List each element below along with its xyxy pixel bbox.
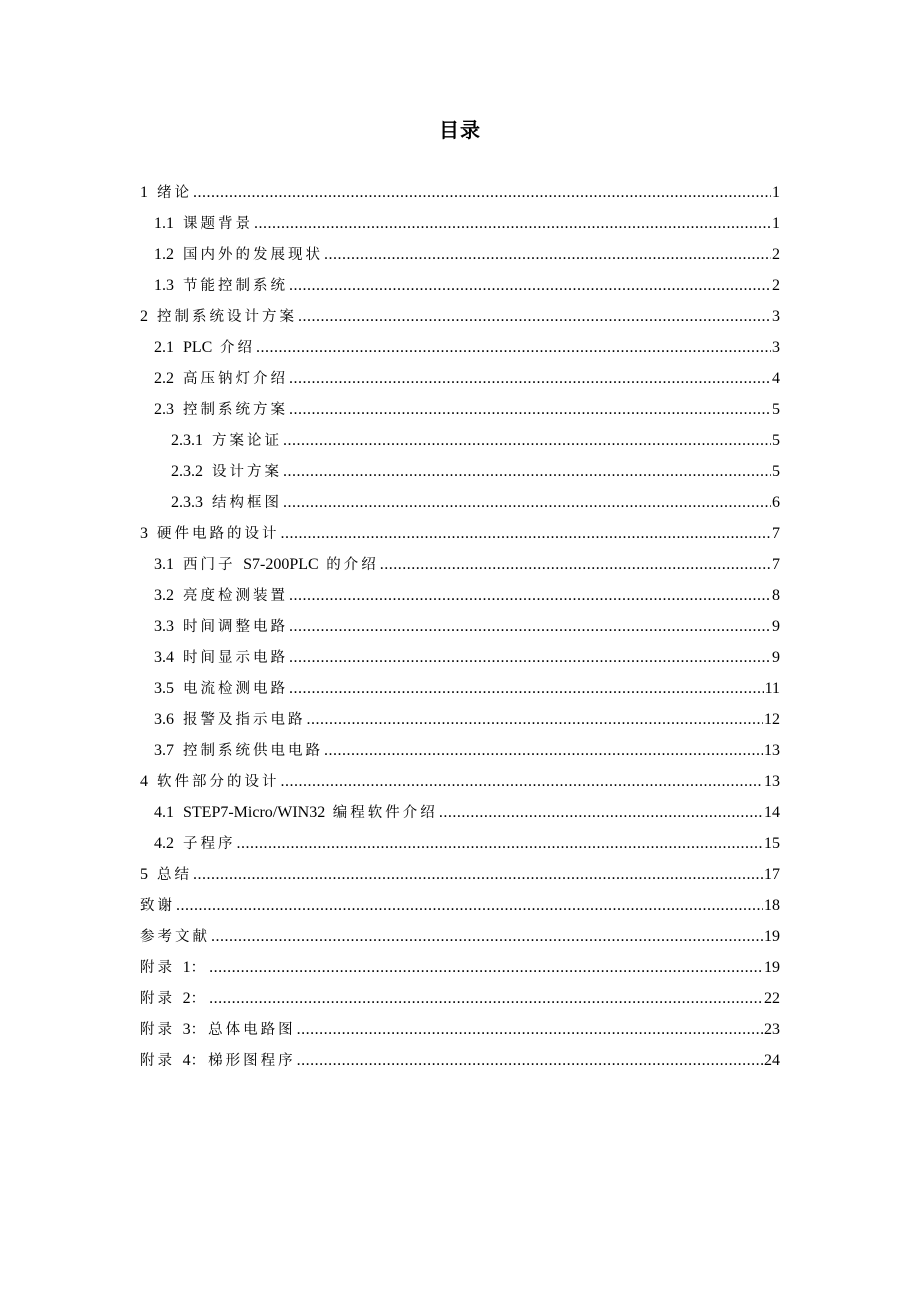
toc-entry[interactable] [140, 301, 780, 332]
toc-page-number: 8 [772, 587, 780, 604]
toc-dot-leader [193, 177, 771, 208]
toc-entry-title: 电流检测电路 [183, 681, 288, 697]
toc-entry-title: 高压钠灯介绍 [183, 371, 288, 387]
toc-entry-title: 西门子 S7-200PLC 的介绍 [183, 556, 379, 573]
toc-dot-leader [281, 518, 772, 549]
toc-page-number: 3 [772, 308, 780, 325]
toc-entry-title: 总结 [157, 867, 192, 883]
toc-entry-title: 控制系统供电电路 [183, 743, 323, 759]
toc-dot-leader [211, 921, 763, 952]
toc-entry-number: 3.3 [154, 618, 174, 635]
toc-entry-number: 1.3 [154, 277, 174, 294]
toc-entry-number: 2.1 [154, 339, 174, 356]
toc-page-number: 13 [764, 742, 780, 759]
toc-entry[interactable] [140, 1014, 780, 1045]
toc-entry-title: 亮度检测装置 [183, 588, 288, 604]
toc-entry-title: 附录 3：总体电路图 [140, 1021, 296, 1038]
toc-dot-leader [209, 952, 763, 983]
toc-page-number: 9 [772, 649, 780, 666]
toc-entry[interactable] [140, 580, 780, 611]
toc-dot-leader [380, 549, 771, 580]
toc-page-number: 7 [772, 556, 780, 573]
toc-dot-leader [193, 859, 763, 890]
toc-entry-label [140, 177, 192, 209]
toc-entry-label [154, 239, 323, 271]
toc-dot-leader [297, 1045, 763, 1076]
toc-entry-number: 4.2 [154, 835, 174, 852]
toc-entry-label [171, 456, 282, 488]
toc-dot-leader [289, 673, 764, 704]
toc-dot-leader [324, 735, 763, 766]
toc-entry[interactable] [140, 766, 780, 797]
toc-entry-title: 结构框图 [212, 495, 282, 511]
toc-dot-leader [289, 611, 771, 642]
toc-entry-number: 1 [140, 184, 148, 201]
toc-entry-title: 软件部分的设计 [157, 774, 280, 790]
toc-entry-number: 3.4 [154, 649, 174, 666]
toc-entry-number: 5 [140, 866, 148, 883]
toc-entry-number: 2.3.2 [171, 463, 203, 480]
toc-dot-leader [289, 363, 771, 394]
toc-entry-title: 参考文献 [140, 929, 210, 945]
toc-entry-title: 控制系统设计方案 [157, 309, 297, 325]
toc-entry-label [140, 1045, 296, 1077]
toc-entry-number: 3.6 [154, 711, 174, 728]
toc-dot-leader [289, 580, 771, 611]
toc-page-number: 2 [772, 277, 780, 294]
toc-entry-label [154, 611, 288, 643]
toc-entry-number: 1.1 [154, 215, 174, 232]
toc-entry[interactable] [140, 1045, 780, 1076]
toc-entry[interactable] [140, 704, 780, 735]
toc-entry-number: 2 [140, 308, 148, 325]
toc-page-number: 23 [764, 1021, 780, 1038]
toc-dot-leader [283, 425, 771, 456]
toc-dot-leader [237, 828, 764, 859]
toc-entry[interactable] [140, 332, 780, 363]
toc-entry-label [154, 394, 288, 426]
toc-entry[interactable] [140, 921, 780, 952]
toc-entry[interactable] [140, 797, 780, 828]
toc-entry[interactable] [140, 673, 780, 704]
toc-dot-leader [256, 332, 771, 363]
toc-entry-title: 时间显示电路 [183, 650, 288, 666]
toc-page-number: 5 [772, 401, 780, 418]
toc-entry[interactable] [140, 735, 780, 766]
toc-entry-label [154, 270, 288, 302]
toc-entry[interactable] [140, 890, 780, 921]
toc-entry-label [154, 704, 306, 736]
toc-entry[interactable] [140, 456, 780, 487]
toc-entry-label [140, 859, 192, 891]
toc-dot-leader [209, 983, 763, 1014]
toc-dot-leader [281, 766, 764, 797]
toc-page-number: 2 [772, 246, 780, 263]
toc-entry[interactable] [140, 611, 780, 642]
toc-entry-title: STEP7-Micro/WIN32 编程软件介绍 [183, 804, 438, 821]
toc-entry-title: 设计方案 [212, 464, 282, 480]
toc-dot-leader [254, 208, 771, 239]
toc-entry-label [154, 549, 379, 581]
toc-entry[interactable] [140, 952, 780, 983]
toc-page-number: 9 [772, 618, 780, 635]
toc-entry-label [140, 301, 297, 333]
toc-page-number: 1 [772, 215, 780, 232]
toc-entry-number: 3 [140, 525, 148, 542]
toc-entry-label [154, 735, 323, 767]
toc-entry-label [140, 1014, 296, 1046]
toc-entry[interactable] [140, 270, 780, 301]
toc-dot-leader [283, 487, 771, 518]
toc-dot-leader [297, 1014, 763, 1045]
toc-entry-title: 报警及指示电路 [183, 712, 306, 728]
toc-page-number: 11 [764, 680, 780, 697]
toc-entry-label [171, 425, 282, 457]
toc-entry-label [140, 921, 210, 953]
toc-page-number: 24 [764, 1052, 780, 1069]
toc-page-number: 1 [772, 184, 780, 201]
toc-page-number: 3 [772, 339, 780, 356]
toc-entry-label [154, 828, 236, 860]
toc-entry-title: 课题背景 [183, 216, 253, 232]
toc-entry[interactable] [140, 177, 780, 208]
toc-entry-number: 3.1 [154, 556, 174, 573]
toc-entry-label [154, 797, 438, 829]
toc-page-number: 12 [764, 711, 780, 728]
toc-entry-label [171, 487, 282, 519]
toc-entry-label [140, 952, 208, 984]
toc-page-number: 19 [764, 928, 780, 945]
toc-entry-label [140, 983, 208, 1015]
toc-dot-leader [289, 394, 771, 425]
toc-page-number: 6 [772, 494, 780, 511]
table-of-contents [140, 177, 780, 1076]
toc-entry-label [154, 642, 288, 674]
toc-entry[interactable] [140, 518, 780, 549]
toc-page-number: 5 [772, 432, 780, 449]
toc-entry-title: 子程序 [183, 836, 236, 852]
toc-entry-number: 3.7 [154, 742, 174, 759]
toc-entry-number: 1.2 [154, 246, 174, 263]
toc-page-number: 13 [764, 773, 780, 790]
toc-entry[interactable] [140, 363, 780, 394]
toc-dot-leader [439, 797, 763, 828]
toc-entry-number: 2.3 [154, 401, 174, 418]
toc-entry-title: PLC 介绍 [183, 339, 255, 356]
toc-dot-leader [289, 642, 771, 673]
toc-page-number: 15 [764, 835, 780, 852]
toc-dot-leader [298, 301, 771, 332]
toc-entry[interactable] [140, 549, 780, 580]
toc-entry-title: 附录 4：梯形图程序 [140, 1052, 296, 1069]
toc-entry-label [140, 890, 175, 922]
toc-page-number: 19 [764, 959, 780, 976]
toc-entry-title: 国内外的发展现状 [183, 247, 323, 263]
toc-entry[interactable] [140, 239, 780, 270]
toc-page-number: 18 [764, 897, 780, 914]
toc-entry[interactable] [140, 208, 780, 239]
toc-entry-title: 节能控制系统 [183, 278, 288, 294]
toc-page-number: 7 [772, 525, 780, 542]
toc-entry-number: 3.2 [154, 587, 174, 604]
toc-entry-label [140, 766, 280, 798]
toc-entry-title: 时间调整电路 [183, 619, 288, 635]
toc-dot-leader [307, 704, 764, 735]
toc-entry-label [154, 208, 253, 240]
toc-entry-number: 4.1 [154, 804, 174, 821]
toc-page-number: 22 [764, 990, 780, 1007]
toc-dot-leader [283, 456, 771, 487]
toc-entry-title: 附录 1： [140, 959, 209, 976]
toc-entry-title: 方案论证 [212, 433, 282, 449]
toc-page-number: 14 [764, 804, 780, 821]
toc-entry-title: 硬件电路的设计 [157, 526, 280, 542]
toc-page-number: 4 [772, 370, 780, 387]
toc-entry-title: 控制系统方案 [183, 402, 288, 418]
toc-entry[interactable] [140, 983, 780, 1014]
toc-entry[interactable] [140, 487, 780, 518]
toc-entry[interactable] [140, 425, 780, 456]
toc-entry[interactable] [140, 828, 780, 859]
toc-page-number: 5 [772, 463, 780, 480]
toc-entry-label [140, 518, 280, 550]
toc-entry[interactable] [140, 394, 780, 425]
toc-entry-number: 4 [140, 773, 148, 790]
toc-dot-leader [289, 270, 771, 301]
toc-entry-title: 致谢 [140, 898, 175, 914]
toc-entry-label [154, 332, 255, 364]
toc-entry-number: 2.3.3 [171, 494, 203, 511]
toc-entry-label [154, 580, 288, 612]
toc-entry-number: 2.3.1 [171, 432, 203, 449]
toc-page-number: 17 [764, 866, 780, 883]
toc-entry-title: 附录 2： [140, 990, 209, 1007]
toc-entry-title: 绪论 [157, 185, 192, 201]
toc-entry-label [154, 363, 288, 395]
toc-entry[interactable] [140, 642, 780, 673]
toc-entry-number: 2.2 [154, 370, 174, 387]
toc-entry-label [154, 673, 288, 705]
toc-dot-leader [176, 890, 763, 921]
page-title: 目录 [439, 118, 481, 142]
toc-entry-number: 3.5 [154, 680, 174, 697]
toc-entry[interactable] [140, 859, 780, 890]
toc-dot-leader [324, 239, 771, 270]
